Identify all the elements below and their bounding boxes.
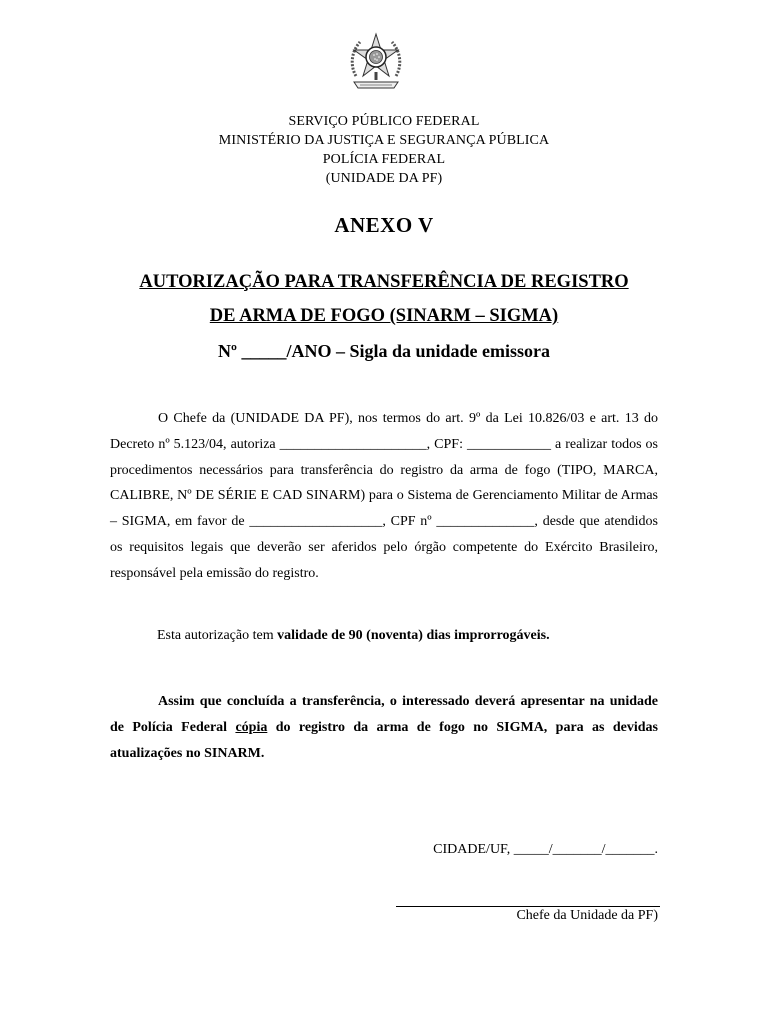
authorization-paragraph: O Chefe da (UNIDADE DA PF), nos termos do art. 9º da Lei 10.826/03 e art. 13 do Decreto nº 5.123/04, autoriza _____________________, CPF: ____________ a realizar todos os procedimentos necessários para transferência do registro da arma de fogo (TIPO, MARCA, CALIBRE, Nº DE SÉRIE E CAD SINARM) para o Sistema de Gerenciamento Militar de Armas – SIGMA, em favor de ___________________, CPF nº ______________, desde que atendidos os requisitos legais que deverão ser aferidos pelo órgão competente do Exército Brasileiro, responsável pela emissão do registro. xyxy=(110,411,658,581)
document-title-line1: AUTORIZAÇÃO PARA TRANSFERÊNCIA DE REGISTRO xyxy=(139,272,629,292)
coat-of-arms-icon xyxy=(348,32,404,92)
header-police: POLÍCIA FEDERAL xyxy=(322,152,446,167)
document-number-line xyxy=(0,341,768,362)
signature-caption: Chefe da Unidade da PF) xyxy=(516,908,658,923)
validity-period: validade de 90 (noventa) dias improrrogáveis. xyxy=(277,628,550,643)
city-date-line: CIDADE/UF, _____/_______/_______. xyxy=(433,842,658,857)
validity-prefix: Esta autorização tem xyxy=(157,628,278,643)
signature-line xyxy=(396,906,660,907)
document-number: Nº _____/ANO – xyxy=(218,341,350,361)
document-title-line2: DE ARMA DE FOGO (SINARM – SIGMA) xyxy=(209,306,559,326)
header-ministry: MINISTÉRIO DA JUSTIÇA E SEGURANÇA PÚBLICA xyxy=(218,133,550,148)
issuing-unit-acronym: Sigla da unidade emissora xyxy=(349,341,550,361)
instruction-part1: Assim que concluída a transferência, o interessado deverá apresentar na unidade de Polícia Federal xyxy=(110,694,658,735)
copy-word: cópia xyxy=(235,719,268,735)
validity-statement xyxy=(157,628,550,644)
transfer-instruction-paragraph xyxy=(110,689,658,766)
header-service: SERVIÇO PÚBLICO FEDERAL xyxy=(288,114,480,129)
annex-title: ANEXO V xyxy=(334,213,434,237)
instruction-part2: do registro da arma de fogo no SIGMA, para as devidas atualizações no SINARM. xyxy=(110,719,658,761)
header-block xyxy=(0,112,768,188)
header-unit: (UNIDADE DA PF) xyxy=(325,171,443,186)
